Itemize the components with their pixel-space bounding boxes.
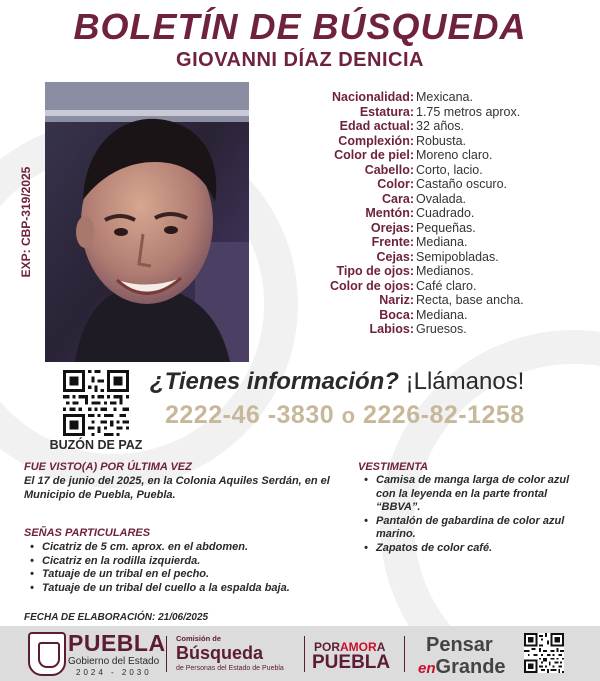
feature-value: Castaño oscuro. [416,177,508,191]
elaboration-date: FECHA DE ELABORACIÓN: 21/06/2025 [24,612,209,623]
call-text: ¡Llámanos! [405,368,525,395]
feature-label: Tipo de ojos: [336,264,414,278]
feature-value: Medianos. [416,264,474,278]
clothing-item: • Zapatos de color café. [358,542,580,556]
file-number: EXP: CBP-319/2025 [19,166,33,278]
mark-item: • Tatuaje de un tribal del cuello a la espalda baja. [24,582,344,596]
feature-label: Orejas: [370,220,414,235]
feature-value: Gruesos. [416,322,467,336]
clothing-list [358,474,580,555]
amor-text: AMOR [340,640,377,654]
feature-label: Frente: [371,235,414,249]
buzon-qr-code[interactable] [63,370,129,436]
phone-1[interactable]: 2222-46 -3830 [165,401,335,429]
gov-logo-name: PUEBLA [68,630,166,656]
feature-label: Cara: [382,191,414,206]
feature-value: Café claro. [416,278,477,293]
feature-value: 1.75 metros aprox. [416,104,521,119]
feature-row [262,134,582,149]
person-name: GIOVANNI DÍAZ DENICIA [176,49,424,71]
por-text: POR [314,640,341,654]
feature-row [262,235,582,250]
a-text: A [376,640,386,654]
feature-row [262,221,582,236]
feature-row [262,148,582,163]
phone-numbers [165,401,525,430]
feature-row [262,250,582,265]
feature-value: Pequeñas. [416,220,476,235]
pensar-en: en [418,660,436,677]
feature-value: Moreno claro. [416,148,493,162]
phone-connector: o [341,403,356,428]
feature-row [262,192,582,207]
feature-value: Corto, lacio. [416,162,483,177]
feature-row [262,264,582,279]
feature-row [262,206,582,221]
pensar-logo-bottom [418,656,506,679]
feature-label: Cabello: [364,162,414,177]
feature-label: Color: [377,177,414,191]
state-seal-icon [28,632,66,676]
feature-row [262,119,582,134]
feature-value: Recta, base ancha. [416,293,524,307]
commission-line-1: Comisión de [176,634,222,643]
feature-label: Complexión: [338,133,414,148]
feature-row [262,105,582,120]
feature-value: Robusta. [416,133,467,148]
mark-item: • Cicatriz en la rodilla izquierda. [24,555,344,569]
commission-line-3: de Personas del Estado de Puebla [176,665,284,672]
feature-row [262,177,582,192]
feature-label: Nacionalidad: [332,90,414,104]
last-seen-heading: FUE VISTO(A) POR ÚLTIMA VEZ [24,461,192,473]
feature-row [262,322,582,337]
footer-divider [304,636,305,672]
feature-label: Cejas: [376,249,414,264]
feature-row [262,308,582,323]
feature-row [262,293,582,308]
feature-value: 32 años. [416,119,464,133]
footer-divider [166,636,167,672]
buzon-label: BUZÓN DE PAZ [49,438,143,452]
feature-label: Boca: [379,307,414,322]
feature-value: Mediana. [416,235,468,249]
clothing-heading: VESTIMENTA [358,461,429,473]
feature-label: Edad actual: [339,119,414,133]
marks-heading: SEÑAS PARTICULARES [24,527,151,539]
feature-label: Labios: [369,322,414,336]
feature-label: Estatura: [359,104,414,119]
footer-qr-code[interactable] [524,633,564,673]
pensar-grande: Grande [435,656,506,678]
footer-logos [0,626,600,681]
clothing-item: • Camisa de manga larga de color azul con la leyenda en la parte frontal “BBVA”. [358,474,580,515]
phone-2[interactable]: 2226-82-1258 [363,401,525,429]
feature-row [262,279,582,294]
bulletin-title: BOLETÍN DE BÚSQUEDA [73,6,527,47]
gov-logo-subtitle: Gobierno del Estado [68,656,160,667]
feature-value: Mexicana. [416,90,473,104]
feature-row [262,163,582,178]
question-text: ¿Tienes información? [150,368,399,395]
feature-label: Mentón: [365,206,414,220]
feature-value: Semipobladas. [416,249,499,264]
pensar-logo-top: Pensar [426,634,493,656]
person-photo [45,82,249,362]
feature-label: Color de piel: [334,148,414,162]
commission-line-2: Búsqueda [176,643,264,663]
physical-features [262,90,582,337]
clothing-item: • Pantalón de gabardina de color azul marino. [358,515,580,542]
last-seen-text: El 17 de junio del 2025, en la Colonia Aquiles Serdán, en el Municipio de Puebla, Puebla. [24,475,330,501]
info-question [150,368,524,396]
feature-value: Mediana. [416,307,468,322]
feature-value: Cuadrado. [416,206,475,220]
person-photo-illustration [45,82,249,362]
feature-label: Nariz: [379,293,414,307]
feature-value: Ovalada. [416,191,467,206]
mark-item: • Cicatriz de 5 cm. aprox. en el abdomen. [24,541,344,555]
por-amor-logo-puebla: PUEBLA [312,652,391,673]
marks-list [24,541,344,595]
feature-label: Color de ojos: [329,278,414,293]
gov-logo-years: 2024 - 2030 [76,668,152,677]
footer-divider [404,636,405,672]
mark-item: • Tatuaje de un tribal en el pecho. [24,568,344,582]
feature-row [262,90,582,105]
